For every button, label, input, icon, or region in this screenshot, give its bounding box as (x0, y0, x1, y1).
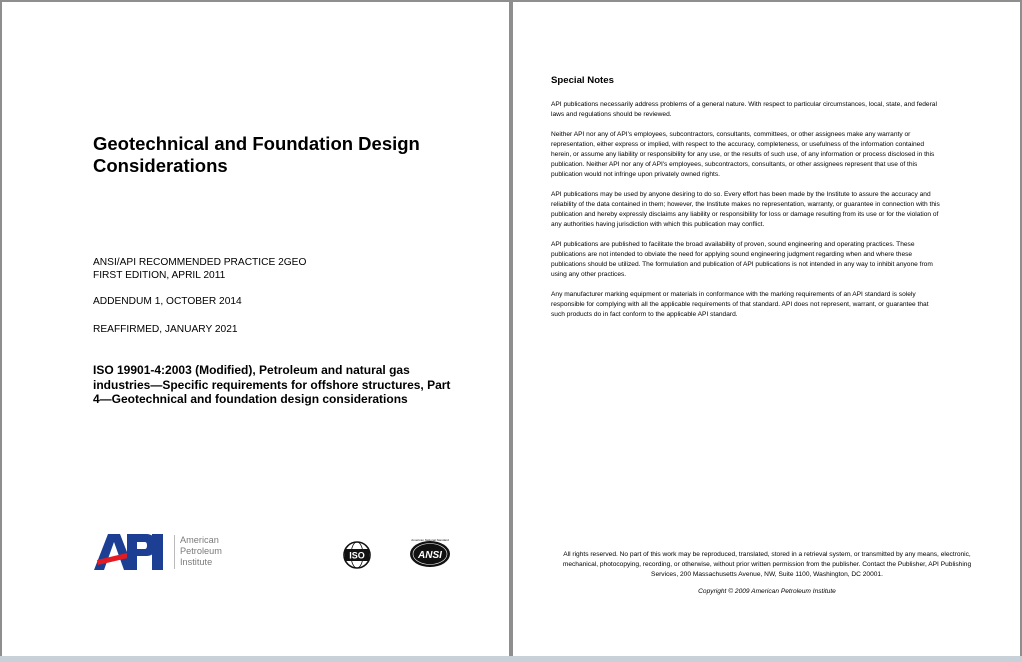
viewer-bottom-strip (0, 656, 1022, 662)
ansi-logo-icon (408, 537, 452, 569)
notes-paragraph: Any manufacturer marking equipment or materials in conformance with the marking requirements of an API standard is solely responsible for complying with all the applicable requirements of that standard. API does not represent, warrant, or guarantee that such products do in fact conform to the applicable API standard. (551, 291, 929, 318)
api-name-line: American (180, 535, 219, 545)
edition-line: FIRST EDITION, APRIL 2011 (93, 270, 226, 281)
special-notes-heading: Special Notes (551, 75, 614, 86)
document-title: Geotechnical and Foundation Design Considerations (93, 133, 420, 176)
api-logo-text: API (129, 571, 131, 572)
iso-title: ISO 19901-4:2003 (Modified), Petroleum and natural gas industries—Specific requirements for offshore structures, Part 4—Geotechnical and foundation design considerations (93, 363, 451, 406)
api-name-line: Institute (180, 557, 213, 567)
ansi-logo-text: ANSI (418, 550, 442, 561)
notes-paragraph: API publications may be used by anyone desiring to do so. Every effort has been made by the Institute to assure the accuracy and reliability of the data contained in them; however, the Institute makes no representation, warranty, or guarantee in connection with this publication and hereby expressly disclaims any liability or responsibility for loss or damage resulting from its use or for the violation of any authorities having jurisdiction with which this publication may conflict. (551, 191, 940, 228)
special-notes-body (551, 100, 943, 330)
notes-paragraph: Neither API nor any of API's employees, subcontractors, consultants, committees, or other assignees make any warranty or representation, either express or implied, with respect to the accuracy, completeness, or usefulness of the information contained herein, or assume any liability or responsibility for any use, or the results of such use, of any information or process disclosed in this publication. Neither API nor any of API's employees, subcontractors, consultants, or other assignees represent that use of this publication would not infringe upon privately owned rights. (551, 131, 935, 178)
iso-logo-icon (342, 540, 372, 570)
notes-paragraph: API publications are published to facilitate the broad availability of proven, sound engineering and operating practices. These publications are not intended to obviate the need for applying sound engineering judgment regarding when and where these publications should be utilized. The formulation and publication of API publications is not intended in any way to inhibit anyone from using any other practices. (551, 241, 933, 278)
rights-reserved-notice: All rights reserved. No part of this work may be reproduced, translated, stored in a retrieval system, or transmitted by any means, electronic, mechanical, photocopying, recording, or otherwise, without prior written permission from the publisher. Contact the Publisher, API Publishing Services, 200 Massachusetts Avenue, NW, Suite 1100, Washington, DC 20001. (562, 551, 972, 578)
api-logo-icon (94, 532, 164, 572)
page-special-notes (513, 2, 1020, 656)
api-institute-name (180, 535, 250, 568)
ansi-ring-text: American National Standard (411, 538, 449, 542)
api-name-line: Petroleum (180, 546, 222, 556)
notes-paragraph: API publications necessarily address problems of a general nature. With respect to particular circumstances, local, state, and federal laws and regulations should be reviewed. (551, 101, 937, 118)
reaffirmed-line: REAFFIRMED, JANUARY 2021 (93, 324, 238, 335)
recommended-practice-line: ANSI/API RECOMMENDED PRACTICE 2GEO (93, 257, 307, 268)
iso-logo-text: ISO (349, 550, 365, 561)
page-cover (2, 2, 509, 656)
copyright-line: Copyright © 2009 American Petroleum Institute (698, 588, 836, 595)
logo-divider (174, 535, 175, 569)
addendum-line: ADDENDUM 1, OCTOBER 2014 (93, 296, 242, 307)
